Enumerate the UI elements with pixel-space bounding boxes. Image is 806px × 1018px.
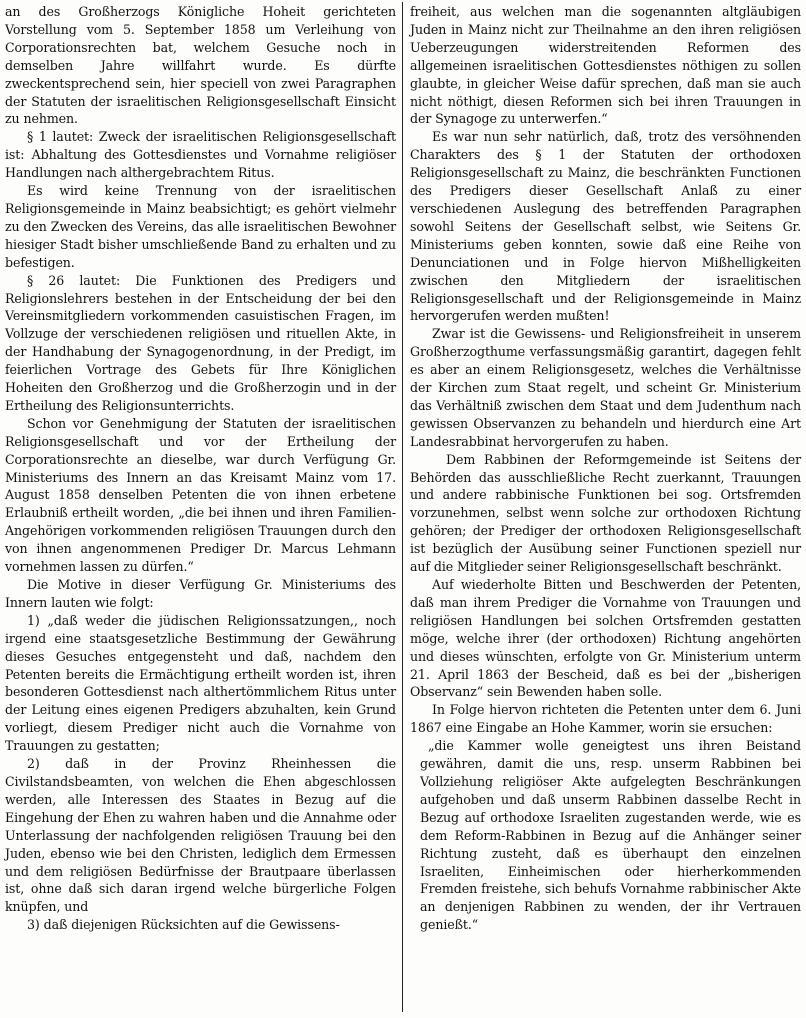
paragraph: Es war nun sehr natürlich, daß, trotz des versöhnenden Charakters des § 1 der Statuten der orthodoxen Religionsgesellschaft zu Mainz, die beschränkten Functionen des Predigers dieser Gesellschaft Anlaß zu einer verschiedenen Auslegung des betreffenden Paragraphen sowohl Seitens der Gesellschaft selbst, wie Seitens Gr. Ministeriums geben konnten, sowie daß eine Reihe von Denunciationen und in Folge hiervon Mißhelligkeiten zwischen den Mitgliedern der israelitischen Religionsgesellschaft und der Religionsgemeinde in Mainz hervorgerufen werden mußten! bbox=[410, 129, 801, 324]
quoted-petition: „die Kammer wolle geneigtest uns ihren Beistand gewähren, damit die uns, resp. unserm Rabbinen bei Vollziehung religiöser Akte aufgelegten Beschränkungen aufgehoben und daß unserm Rabbinen dasselbe Recht in Bezug auf orthodoxe Israeliten zugestanden werde, wie es dem Reform-Rabbinen in Bezug auf die Anhänger seiner Richtung zusteht, daß es überhaupt den einzelnen Israeliten, Einheimischen oder hierherkommenden Fremden freistehe, sich behufs Vornahme rabbinischer Akte an denjenigen Rabbinen zu wenden, der ihr Vertrauen genießt.“ bbox=[420, 738, 801, 933]
paragraph: In Folge hiervon richteten die Petenten unter dem 6. Juni 1867 eine Eingabe an Hohe Kammer, worin sie ersuchen: bbox=[410, 702, 801, 736]
paragraph: freiheit, aus welchen man die sogenannten altgläubigen Juden in Mainz nicht zur Theilnahme an den ihren religiösen Ueberzeugungen widerstreitenden Reformen des allgemeinen israelitischen Gottesdienstes nöthigen zu sollen glaubte, in gleicher Weise dafür sprechen, daß man sie auch nicht nöthigt, diesen Reformen sich bei ihren Trauungen in der Synagoge zu unterwerfen.“ bbox=[410, 4, 801, 127]
paragraph: 3) daß diejenigen Rücksichten auf die Gewissens- bbox=[27, 917, 340, 933]
paragraph: Schon vor Genehmigung der Statuten der israelitischen Religionsgesellschaft und vor der Ertheilung der Corporationsrechte an dieselbe, war durch Verfügung Gr. Ministeriums des Innern an das Kreisamt Mainz vom 17. August 1858 denselben Petenten die von ihnen erbetene Erlaubniß ertheilt worden, „die bei ihnen und ihren Familien-Angehörigen vorkommenden religiösen Trauungen durch den von ihnen angenommenen Prediger Dr. Marcus Lehmann vornehmen lassen zu dürfen.“ bbox=[5, 415, 396, 575]
paragraph: an des Großherzogs Königliche Hoheit gerichteten Vorstellung vom 5. September 1858 um Verleihung von Corporationsrechten bat, welchem Gesuche noch in demselben Jahre willfahrt wurde. Es dürfte zweckentsprechend sein, hier speciell von zwei Paragraphen der Statuten der israelitischen Religionsgesellschaft Einsicht zu nehmen. bbox=[5, 4, 396, 127]
right-column bbox=[410, 3, 801, 934]
left-column bbox=[5, 3, 396, 934]
paragraph: Auf wiederholte Bitten und Beschwerden der Petenten, daß man ihrem Prediger die Vornahme von Trauungen und religiösen Handlungen bei solchen Ortsfremden gestatten möge, welche ihrer (der orthodoxen) Richtung angehörten und dieses wünschten, erfolgte von Gr. Ministerium unterm 21. April 1863 der Bescheid, daß es bei der „bisherigen Observanz“ sein Bewenden haben solle. bbox=[410, 577, 801, 700]
paragraph: § 26 lautet: Die Funktionen des Predigers und Religionslehrers bestehen in der Entscheidung der bei den Vereinsmitgliedern vorkommenden casuistischen Fragen, im Vollzuge der verschiedenen religiösen und rituellen Akte, in der Handhabung der Synagogenordnung, in der Predigt, im feierlichen Vortrage des Gebets für Ihre Königlichen Hoheiten den Großherzog und die Großherzogin und in der Ertheilung des Religionsunterrichts. bbox=[5, 272, 396, 413]
paragraph: Dem Rabbinen der Reformgemeinde ist Seitens der Behörden das ausschließliche Recht zuerkannt, Trauungen und andere rabbinische Funktionen bei sog. Ortsfremden vorzunehmen, selbst wenn solche zur orthodoxen Richtung gehören; der Prediger der orthodoxen Religionsgesellschaft ist bezüglich der Ausübung seiner Functionen speziell nur auf die Mitglieder seiner Religionsgesellschaft beschränkt. bbox=[410, 451, 801, 575]
column-divider bbox=[402, 2, 403, 1012]
paragraph: 2) daß in der Provinz Rheinhessen die Civilstandsbeamten, von welchen die Ehen abgeschlossen werden, alle Interessen des Staates in Bezug auf die Eingehung der Ehen zu wahren haben und die Annahme oder Unterlassung der nachfolgenden religiösen Trauung bei den Juden, ebenso wie bei den Christen, lediglich dem Ermessen und dem religiösen Bedürfnisse der Brautpaare überlassen ist, ohne daß sich daran irgend welche bürgerliche Folgen knüpfen, und bbox=[5, 756, 396, 915]
paragraph: § 1 lautet: Zweck der israelitischen Religionsgesellschaft ist: Abhaltung des Gottesdienstes und Vornahme religiöser Handlungen nach althergebrachtem Ritus. bbox=[5, 129, 396, 181]
paragraph: Es wird keine Trennung von der israelitischen Religionsgemeinde in Mainz beabsichtigt; es gehört vielmehr zu den Zwecken des Vereins, das alle israelitischen Bewohner hiesiger Stadt bisher umschließende Band zu erhalten und zu befestigen. bbox=[5, 183, 396, 270]
paragraph: Die Motive in dieser Verfügung Gr. Ministeriums des Innern lauten wie folgt: bbox=[5, 577, 396, 610]
paragraph: 1) „daß weder die jüdischen Religionssatzungen,, noch irgend eine staatsgesetzliche Bestimmung der Gewährung dieses Gesuches entgegensteht und daß, nachdem den Petenten bereits die Ermächtigung ertheilt worden ist, ihren besonderen Gottesdienst nach althertömmlichem Ritus unter der Leitung eines eigenen Predigers abzuhalten, kein Grund vorliegt, diesem Prediger nicht auch die Vornahme von Trauungen zu gestatten; bbox=[5, 612, 396, 754]
paragraph: Zwar ist die Gewissens- und Religionsfreiheit in unserem Großherzogthume verfassungsmäßig garantirt, dagegen fehlt es aber an einem Religionsgesetz, welches die Verhältnisse der Kirchen zum Staat regelt, und scheint Gr. Ministerium das Verhältniß zwischen dem Staat und dem Judenthum nach gewissen Observanzen zu behandeln und hierdurch eine Art Landesrabbinat hervorgerufen zu haben. bbox=[410, 326, 801, 449]
